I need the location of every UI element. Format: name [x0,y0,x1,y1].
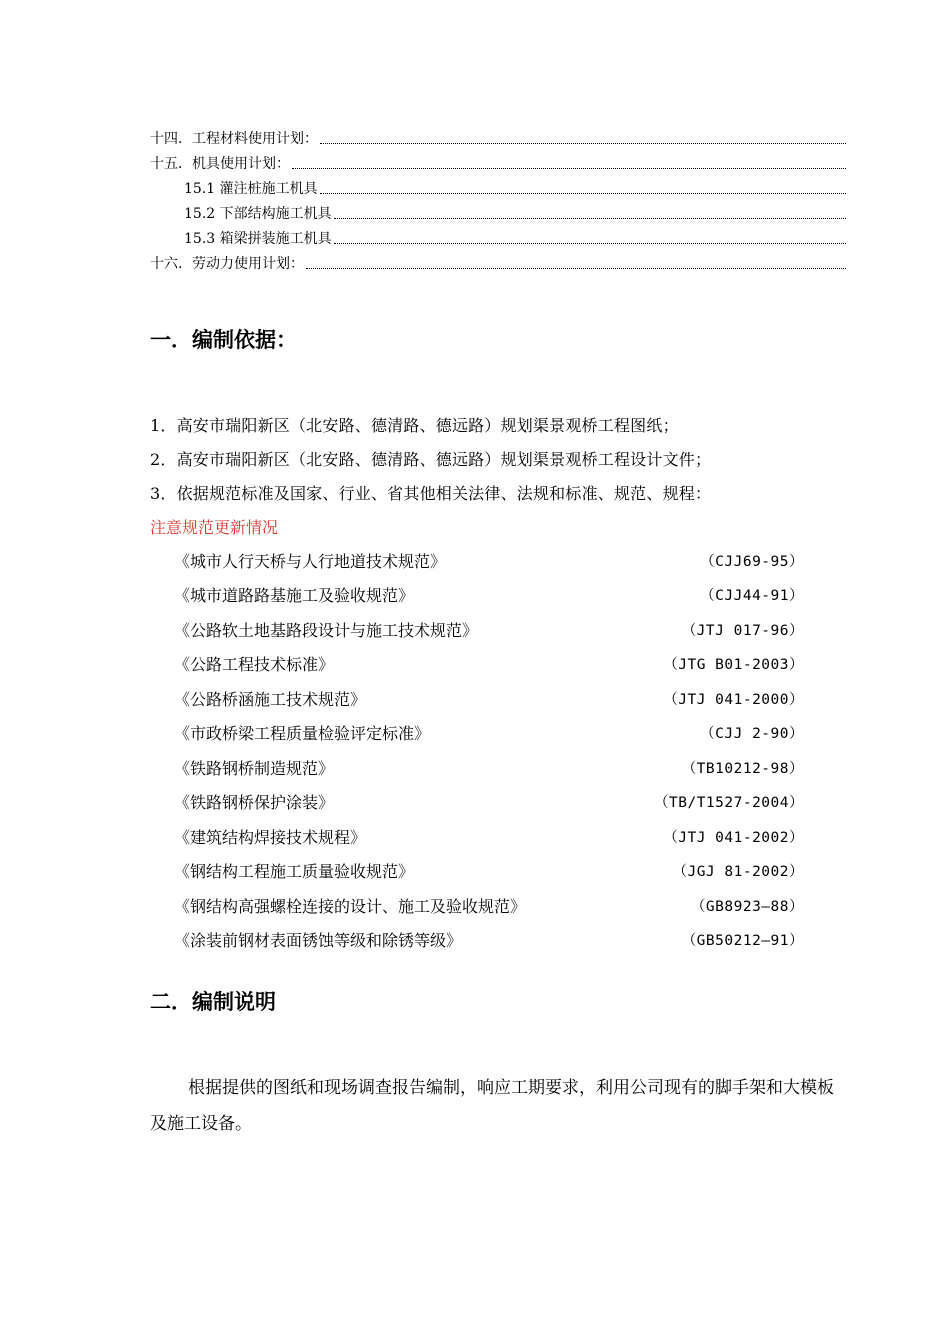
standard-row [174,750,804,785]
standard-name: 《铁路钢桥保护涂装》 [174,793,335,813]
paragraph-text: 根据提供的图纸和现场调查报告编制，响应工期要求，利用公司现有的脚手架和大模板及施工设备。 [150,1078,834,1134]
standard-name: 《铁路钢桥制造规范》 [174,758,335,778]
basis-line: 1．高安市瑞阳新区（北安路、德清路、德远路）规划渠景观桥工程图纸； [150,416,679,435]
toc-subitem[interactable] [150,174,846,199]
standard-code: （GB8923—88） [690,898,804,915]
standard-row [174,647,804,682]
standard-row [174,923,804,958]
standard-row [174,543,804,578]
standard-name: 《城市人行天桥与人行地道技术规范》 [174,551,447,571]
standard-name: 《钢结构高强螺栓连接的设计、施工及验收规范》 [174,896,527,916]
toc-item[interactable] [150,249,846,274]
update-note: 注意规范更新情况 [150,518,279,537]
toc-leader [334,242,846,244]
standards-list [174,543,804,957]
toc-item-label: 十五．机具使用计划： [150,156,290,172]
standard-name: 《城市道路路基施工及验收规范》 [174,586,415,606]
standard-code: （JTJ 017-96） [681,622,804,639]
toc-leader [320,192,846,194]
standard-row [174,612,804,647]
standard-row [174,854,804,889]
toc-item-label: 十四．工程材料使用计划： [150,131,318,147]
section-heading-explanation: 二．编制说明 [150,989,276,1014]
table-of-contents [150,124,846,274]
toc-item[interactable] [150,124,846,149]
standard-name: 《公路桥涵施工技术规范》 [174,689,367,709]
standard-code: （CJJ44-91） [700,588,804,605]
standard-code: （JGJ 81-2002） [672,864,804,881]
explanation-paragraph [150,1070,850,1142]
section-heading-basis: 一．编制依据： [150,327,297,352]
standard-name: 《钢结构工程施工质量验收规范》 [174,862,415,882]
standard-code: （CJJ 2-90） [700,726,804,743]
toc-leader [292,167,846,169]
toc-item-label: 十六．劳动力使用计划： [150,256,304,272]
standard-name: 《市政桥梁工程质量检验评定标准》 [174,724,431,744]
basis-list [150,409,810,545]
toc-item-label: 15.3 箱梁拼装施工机具 [184,231,332,247]
standard-code: （TB10212-98） [681,760,804,777]
standard-name: 《公路软土地基路段设计与施工技术规范》 [174,620,479,640]
toc-item-label: 15.2 下部结构施工机具 [184,206,332,222]
standard-code: （TB/T1527-2004） [654,795,804,812]
standard-code: （GB50212—91） [681,933,804,950]
standard-code: （JTG B01-2003） [663,657,804,674]
standard-row [174,819,804,854]
standard-row [174,578,804,613]
standard-name: 《涂装前钢材表面锈蚀等级和除锈等级》 [174,931,463,951]
standard-row [174,888,804,923]
toc-item[interactable] [150,149,846,174]
standard-name: 《公路工程技术标准》 [174,655,335,675]
standard-code: （CJJ69-95） [700,553,804,570]
toc-leader [334,217,846,219]
standard-name: 《建筑结构焊接技术规程》 [174,827,367,847]
standard-code: （JTJ 041-2000） [663,691,804,708]
basis-line: 3．依据规范标准及国家、行业、省其他相关法律、法规和标准、规范、规程： [150,484,712,503]
standard-code: （JTJ 041-2002） [663,829,804,846]
toc-item-label: 15.1 灌注桩施工机具 [184,181,318,197]
toc-subitem[interactable] [150,224,846,249]
standard-row [174,681,804,716]
toc-subitem[interactable] [150,199,846,224]
standard-row [174,785,804,820]
toc-leader [306,267,846,269]
toc-leader [320,142,846,144]
standard-row [174,716,804,751]
basis-line: 2．高安市瑞阳新区（北安路、德清路、德远路）规划渠景观桥工程设计文件； [150,450,712,469]
